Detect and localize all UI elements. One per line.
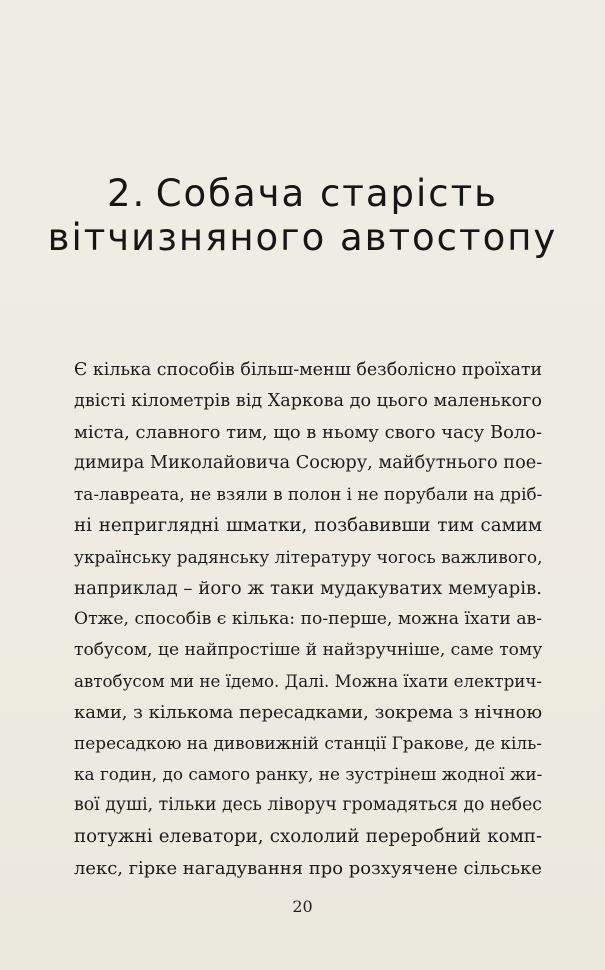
- chapter-title-line-2: вітчизняного автостопу: [47, 216, 558, 259]
- text-line: українську радянську літературу чогось важливого,: [74, 546, 543, 567]
- text-line: міста, славного тим, що в ньому свого часу Воло-: [74, 422, 542, 444]
- text-line: автобусом ми не їдемо. Далі. Можна їхати електрич-: [74, 671, 542, 691]
- text-line: наприклад – його ж таки мудакуватих мемуарів.: [74, 577, 543, 599]
- text-line: пересадкою на дивовижній станції Гракове, де кіль-: [74, 733, 542, 754]
- text-line: лекс, гірке нагадування про розхуячене сільське: [74, 857, 542, 879]
- text-line: димира Миколайовича Сосюру, майбутнього пое-: [74, 453, 543, 474]
- text-line: тобусом, це найпростіше й найзручніше, саме тому: [74, 639, 543, 660]
- text-line: та-лавреата, не взяли в полон і не порубали на дріб-: [74, 484, 543, 505]
- text-line: ка годин, до самого ранку, не зустрінеш жодної жи-: [74, 764, 543, 785]
- text-line: потужні елеватори, схололий переробний комп-: [74, 826, 542, 848]
- page-number: 20: [292, 897, 313, 916]
- text-line: вої душі, тільки десь ліворуч громадяться до небес: [74, 795, 542, 816]
- body-paragraph: [74, 355, 542, 884]
- text-line: двісті кілометрів від Харкова до цього маленького: [74, 391, 542, 412]
- text-line: ками, з кількома пересадками, зокрема з нічною: [74, 702, 543, 724]
- text-line: ні непригляднi шматки, позбавивши тим самим: [74, 515, 542, 537]
- text-line: Є кілька способів більш-менш безболісно проїхати: [74, 360, 543, 380]
- chapter-title-line-1: 2. Собача старість: [107, 172, 498, 215]
- text-line: Отже, способів є кілька: по-перше, можна їхати ав-: [74, 608, 542, 629]
- chapter-title: [0, 172, 605, 260]
